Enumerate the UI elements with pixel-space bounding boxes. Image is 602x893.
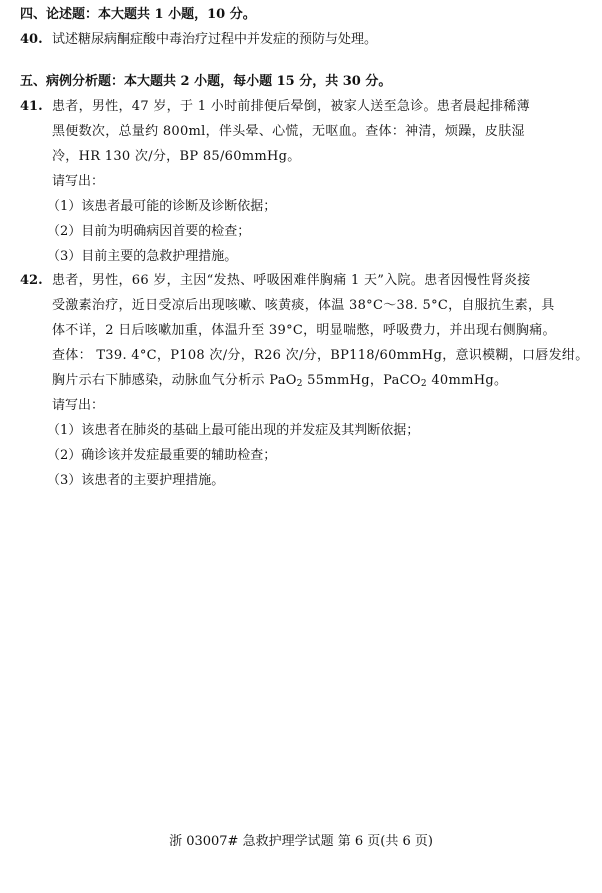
- question-42-item-2: （2）确诊该并发症最重要的辅助检查；: [47, 448, 277, 463]
- question-40-number: 40.: [20, 32, 43, 47]
- question-42-line-1: 患者，男性，66 岁，主因“发热、呼吸困难伴胸痛 1 天”入院。患者因慢性肾炎接: [52, 273, 531, 288]
- question-42-line-5: [52, 372, 507, 390]
- question-41-line-3: 冷，HR 130 次/分，BP 85/60mmHg。: [52, 149, 301, 164]
- question-41-line-2: 黑便数次，总量约 800ml，伴头晕、心慌，无呕血。查体：神清，烦躁，皮肤湿: [52, 124, 525, 139]
- question-41-item-1: （1）该患者最可能的诊断及诊断依据；: [47, 199, 277, 214]
- line-5-suffix: 40mmHg。: [426, 373, 508, 388]
- line-5-prefix: 胸片示右下肺感染，动脉血气分析示 PaO: [52, 373, 297, 388]
- question-42-item-3: （3）该患者的主要护理措施。: [47, 473, 225, 488]
- question-41-prompt: 请写出：: [52, 174, 105, 189]
- question-42-item-1: （1）该患者在肺炎的基础上最可能出现的并发症及其判断依据；: [47, 423, 420, 438]
- question-42-number: 42.: [20, 273, 43, 288]
- paco2-subscript: 2: [420, 379, 427, 389]
- section-5-heading: 五、病例分析题：本大题共 2 小题，每小题 15 分，共 30 分。: [20, 74, 392, 89]
- question-42-line-3: 体不详，2 日后咳嗽加重，体温升至 39°C，明显喘憋，呼吸费力，并出现右侧胸痛。: [52, 323, 556, 338]
- question-42-line-4: 查体： T39. 4°C，P108 次/分，R26 次/分，BP118/60mmHg，意识模糊，口唇发绀。: [52, 348, 589, 363]
- page-footer: 浙 03007# 急救护理学试题 第 6 页(共 6 页): [169, 834, 433, 849]
- question-41-line-1: 患者，男性，47 岁，于 1 小时前排便后晕倒，被家人送至急诊。患者晨起排稀薄: [52, 99, 530, 114]
- question-41-number: 41.: [20, 99, 43, 114]
- question-41-item-3: （3）目前主要的急救护理措施。: [47, 249, 238, 264]
- section-4-heading: 四、论述题：本大题共 1 小题，10 分。: [20, 7, 256, 22]
- question-42-prompt: 请写出：: [52, 398, 105, 413]
- question-42-line-2: 受激素治疗，近日受凉后出现咳嗽、咳黄痰，体温 38°C～38. 5°C，自服抗生素，具: [52, 298, 555, 313]
- pao2-subscript: 2: [296, 379, 303, 389]
- question-41-item-2: （2）目前为明确病因首要的检查；: [47, 224, 251, 239]
- line-5-mid: 55mmHg，PaCO: [302, 373, 421, 388]
- question-40-text: 试述糖尿病酮症酸中毒治疗过程中并发症的预防与处理。: [52, 32, 378, 47]
